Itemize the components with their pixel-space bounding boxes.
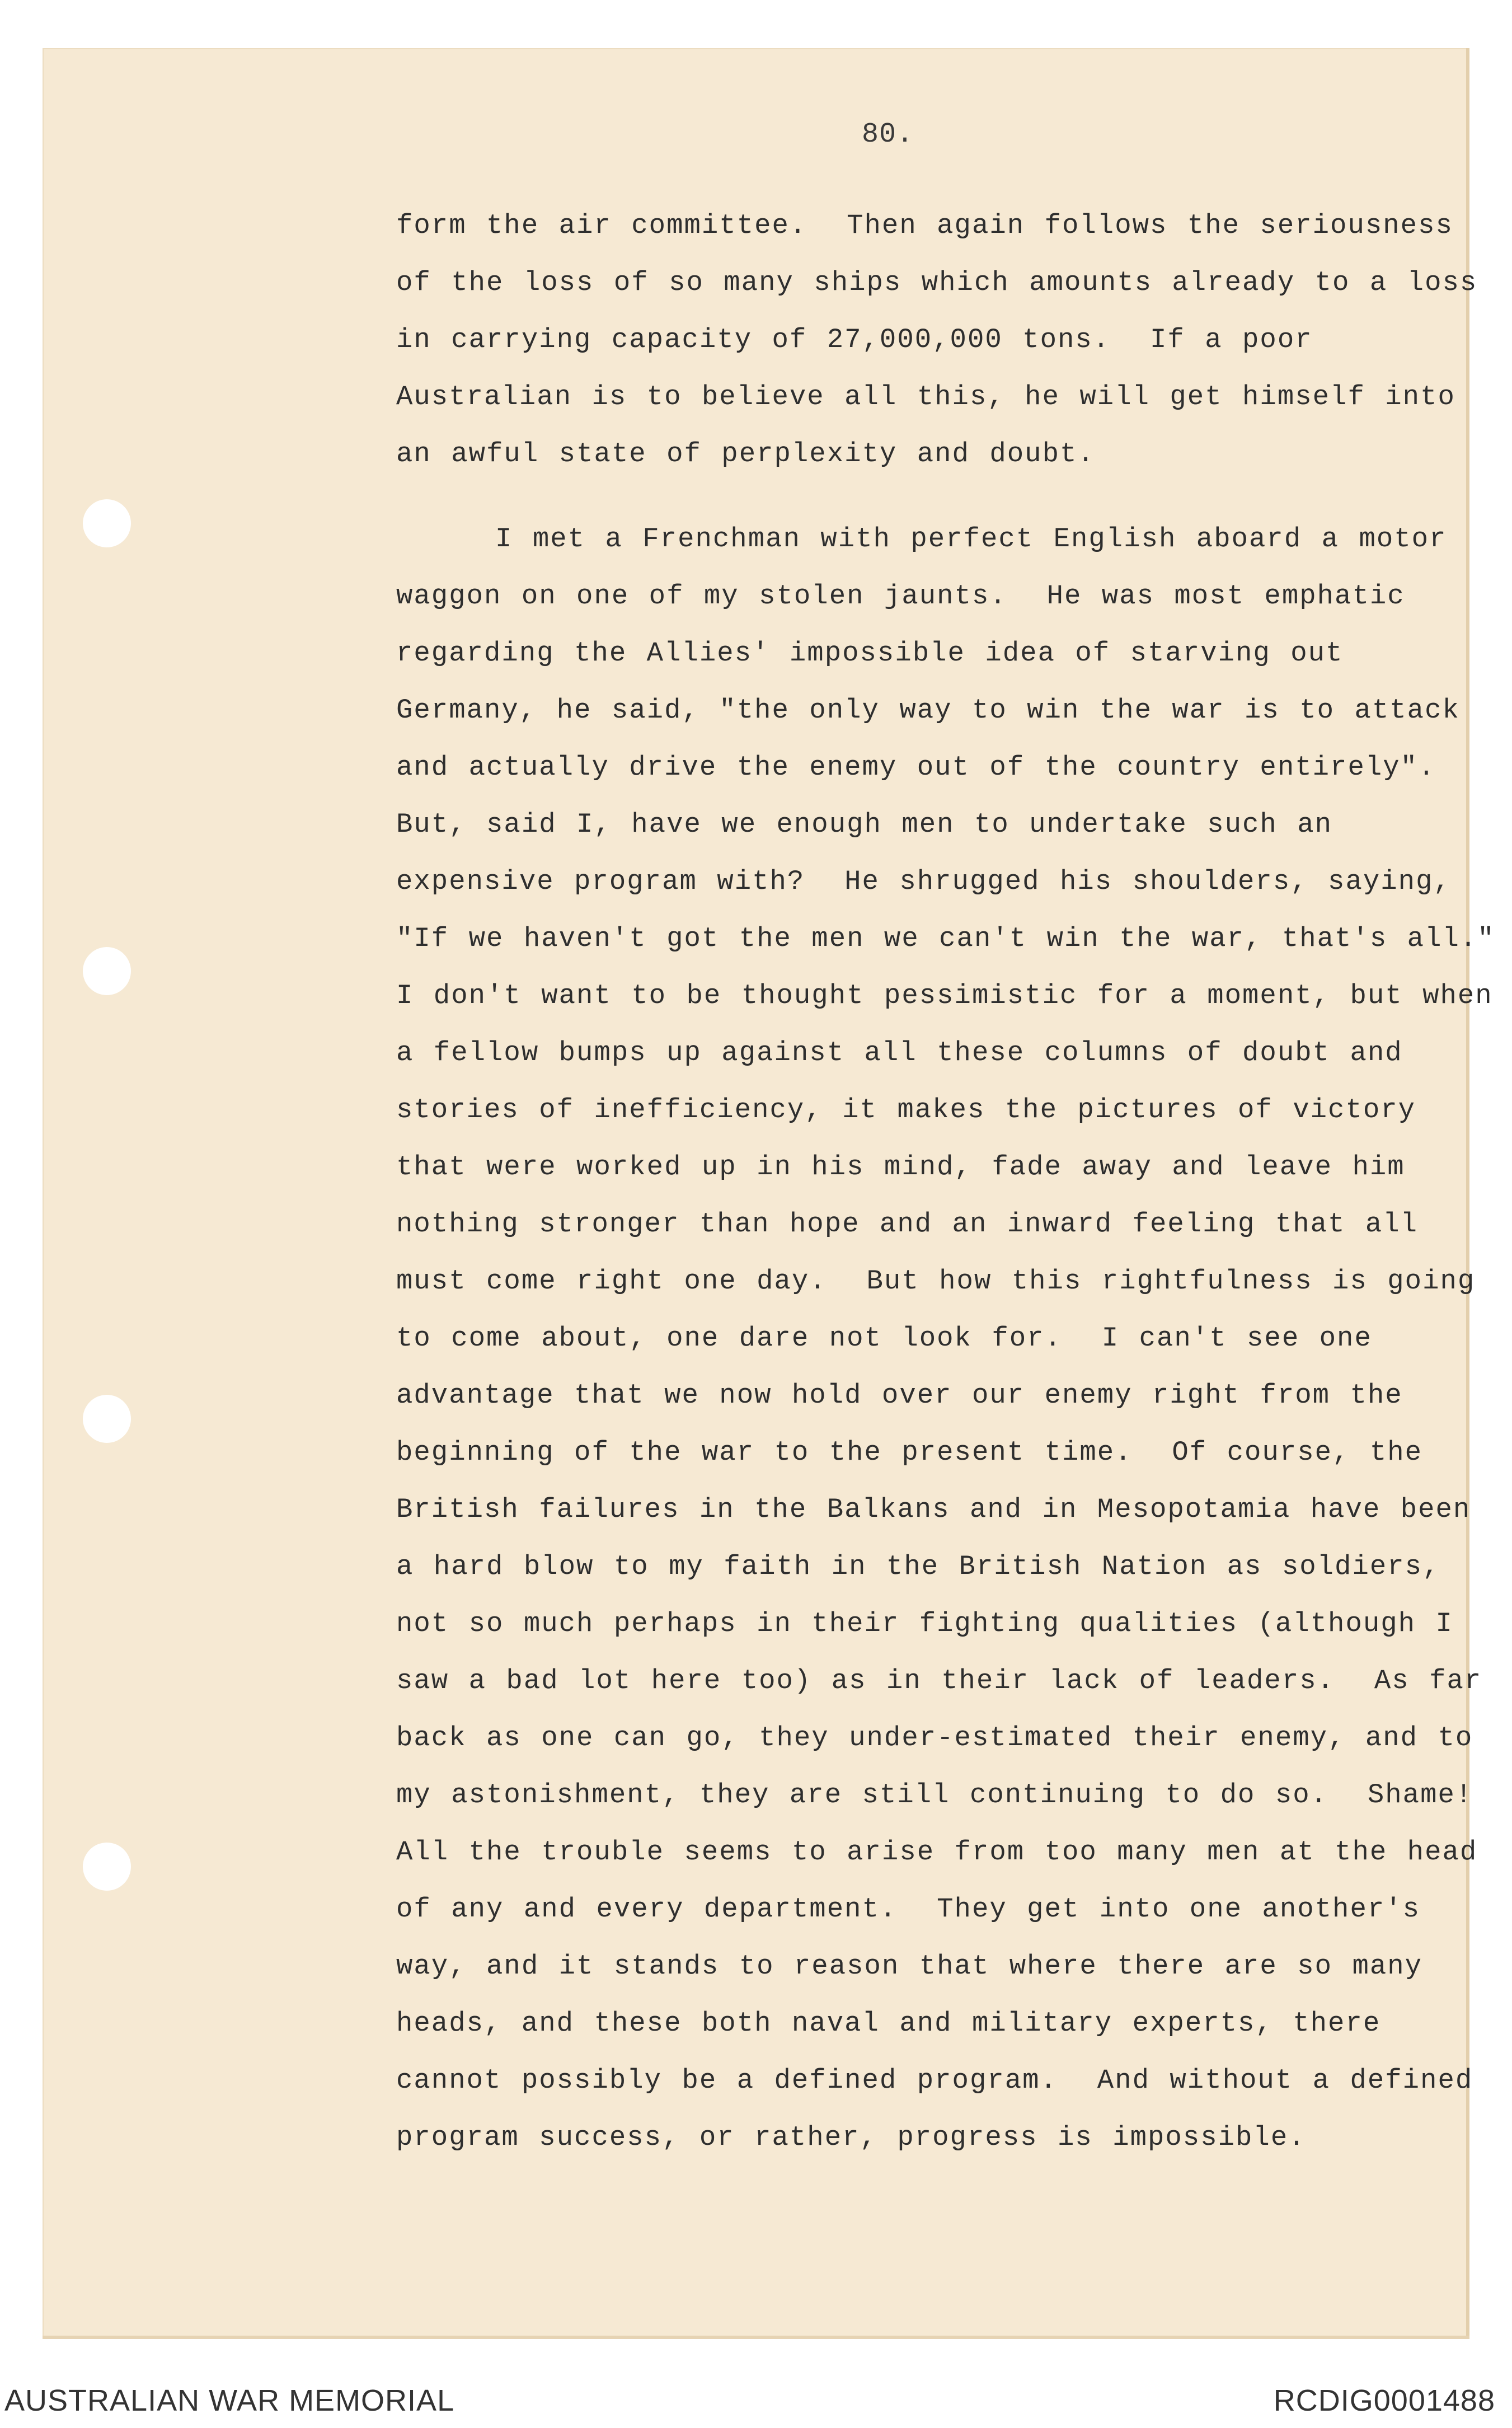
footer-item-id: RCDIG0001488 [1273, 2384, 1495, 2417]
text-line: nothing stronger than hope and an inward feeling that all [396, 1208, 1419, 1240]
text-line: "If we haven't got the men we can't win the war, that's all." [396, 923, 1495, 954]
text-line: a fellow bumps up against all these columns of doubt and [396, 1037, 1403, 1068]
page-number: 80. [862, 119, 914, 151]
text-line: But, said I, have we enough men to undertake such an [396, 809, 1333, 840]
punch-hole-icon [83, 1395, 131, 1443]
text-line: program success, or rather, progress is impossible. [396, 2122, 1306, 2153]
text-line: saw a bad lot here too) as in their lack of leaders. As far [396, 1665, 1482, 1696]
text-line: beginning of the war to the present time. Of course, the [396, 1437, 1423, 1468]
text-line: in carrying capacity of 27,000,000 tons. If a poor [396, 324, 1313, 355]
text-line: Germany, he said, "the only way to win the war is to attack [396, 695, 1460, 726]
punch-hole-icon [83, 499, 131, 547]
text-line: and actually drive the enemy out of the country entirely". [396, 752, 1436, 783]
text-line: regarding the Allies' impossible idea of starving out [396, 638, 1344, 669]
punch-hole-icon [83, 1843, 131, 1891]
text-line: advantage that we now hold over our enemy right from the [396, 1380, 1403, 1411]
text-line: cannot possibly be a defined program. And without a defined [396, 2065, 1473, 2096]
text-line: I met a Frenchman with perfect English aboard a motor [396, 523, 1447, 555]
paragraph-1 [396, 197, 1476, 482]
text-line: an awful state of perplexity and doubt. [396, 438, 1095, 470]
footer-source-label: AUSTRALIAN WAR MEMORIAL [4, 2384, 455, 2417]
text-line: stories of inefficiency, it makes the pictures of victory [396, 1094, 1416, 1126]
paragraph-2 [396, 510, 1495, 2166]
text-line: that were worked up in his mind, fade away and leave him [396, 1151, 1405, 1183]
text-line: my astonishment, they are still continuing to do so. Shame! [396, 1779, 1473, 1811]
text-line: expensive program with? He shrugged his shoulders, saying, [396, 866, 1451, 897]
text-line: British failures in the Balkans and in Mesopotamia have been [396, 1494, 1471, 1525]
text-line: Australian is to believe all this, he will get himself into [396, 381, 1455, 413]
text-line: All the trouble seems to arise from too many men at the head [396, 1836, 1478, 1868]
text-line: waggon on one of my stolen jaunts. He was most emphatic [396, 580, 1405, 612]
text-line: form the air committee. Then again follows the seriousness [396, 210, 1453, 241]
page-edge-shadow [43, 2336, 1469, 2339]
text-line: must come right one day. But how this rightfulness is going [396, 1265, 1476, 1297]
text-line: way, and it stands to reason that where there are so many [396, 1951, 1423, 1982]
punch-hole-icon [83, 947, 131, 995]
text-line: not so much perhaps in their fighting qualities (although I [396, 1608, 1453, 1639]
text-line: heads, and these both naval and military experts, there [396, 2008, 1381, 2039]
text-line: of any and every department. They get into one another's [396, 1893, 1421, 1925]
text-line: I don't want to be thought pessimistic for a moment, but when [396, 980, 1493, 1011]
text-line: a hard blow to my faith in the British Nation as soldiers, [396, 1551, 1440, 1582]
text-line: of the loss of so many ships which amounts already to a loss [396, 267, 1478, 298]
text-line: to come about, one dare not look for. I can't see one [396, 1323, 1372, 1354]
text-line: back as one can go, they under-estimated their enemy, and to [396, 1722, 1473, 1754]
